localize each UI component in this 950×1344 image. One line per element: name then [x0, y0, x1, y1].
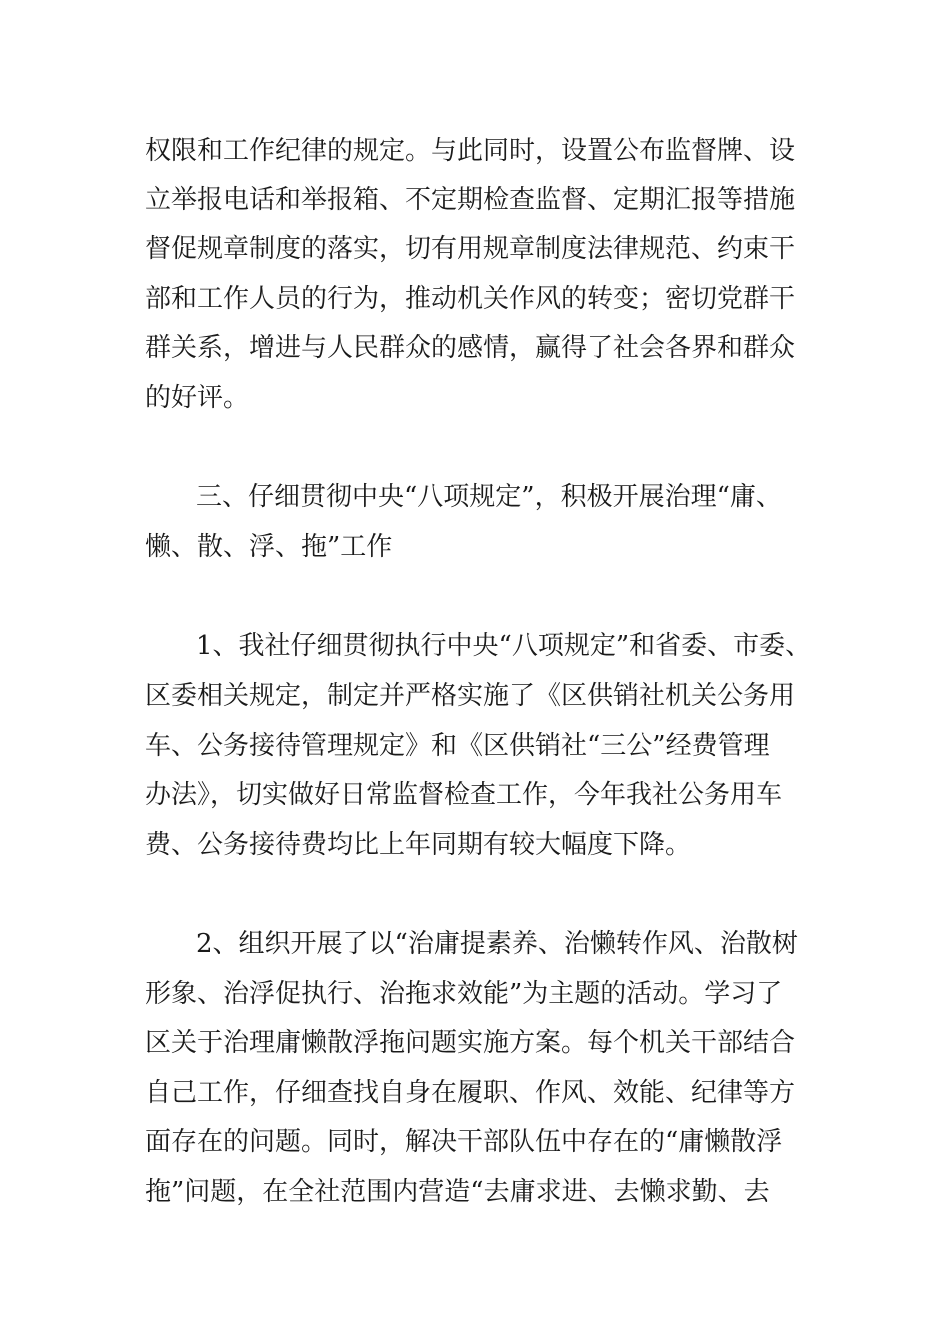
text-line: 督促规章制度的落实，切有用规章制度法律规范、约束干 — [145, 234, 796, 264]
heading-line: 懒、散、浮、拖”工作 — [145, 532, 393, 562]
text-line: 面存在的问题。同时，解决干部队伍中存在的“庸懒散浮 — [145, 1127, 783, 1157]
text-line: 立举报电话和举报箱、不定期检查监督、定期汇报等措施 — [145, 185, 796, 215]
text-line: 区委相关规定，制定并严格实施了《区供销社机关公务用 — [145, 681, 796, 711]
text-line: 自己工作，仔细查找自身在履职、作风、效能、纪律等方 — [145, 1078, 796, 1108]
text-line: 形象、治浮促执行、治拖求效能”为主题的活动。学习了 — [145, 979, 783, 1009]
text-line: 权限和工作纪律的规定。与此同时，设置公布监督牌、设 — [145, 136, 796, 166]
text-line: 的好评。 — [145, 383, 250, 413]
text-line: 部和工作人员的行为，推动机关作风的转变；密切党群干 — [145, 284, 796, 314]
text-line: 办法》，切实做好日常监督检查工作，今年我社公务用车 — [145, 780, 783, 810]
text-line: 区关于治理庸懒散浮拖问题实施方案。每个机关干部结合 — [145, 1028, 796, 1058]
text-line: 拖”问题，在全社范围内营造“去庸求进、去懒求勤、去 — [145, 1177, 770, 1207]
text-line: 1、我社仔细贯彻执行中央“八项规定”和省委、市委、 — [196, 631, 812, 661]
text-line: 费、公务接待费均比上年同期有较大幅度下降。 — [145, 830, 692, 860]
text-line: 车、公务接待管理规定》和《区供销社“三公”经费管理 — [145, 731, 770, 761]
text-line: 群关系，增进与人民群众的感情，赢得了社会各界和群众 — [145, 333, 796, 363]
heading-line: 三、仔细贯彻中央“八项规定”，积极开展治理“庸、 — [196, 482, 782, 512]
text-line: 2、组织开展了以“治庸提素养、治懒转作风、治散树 — [196, 929, 798, 959]
